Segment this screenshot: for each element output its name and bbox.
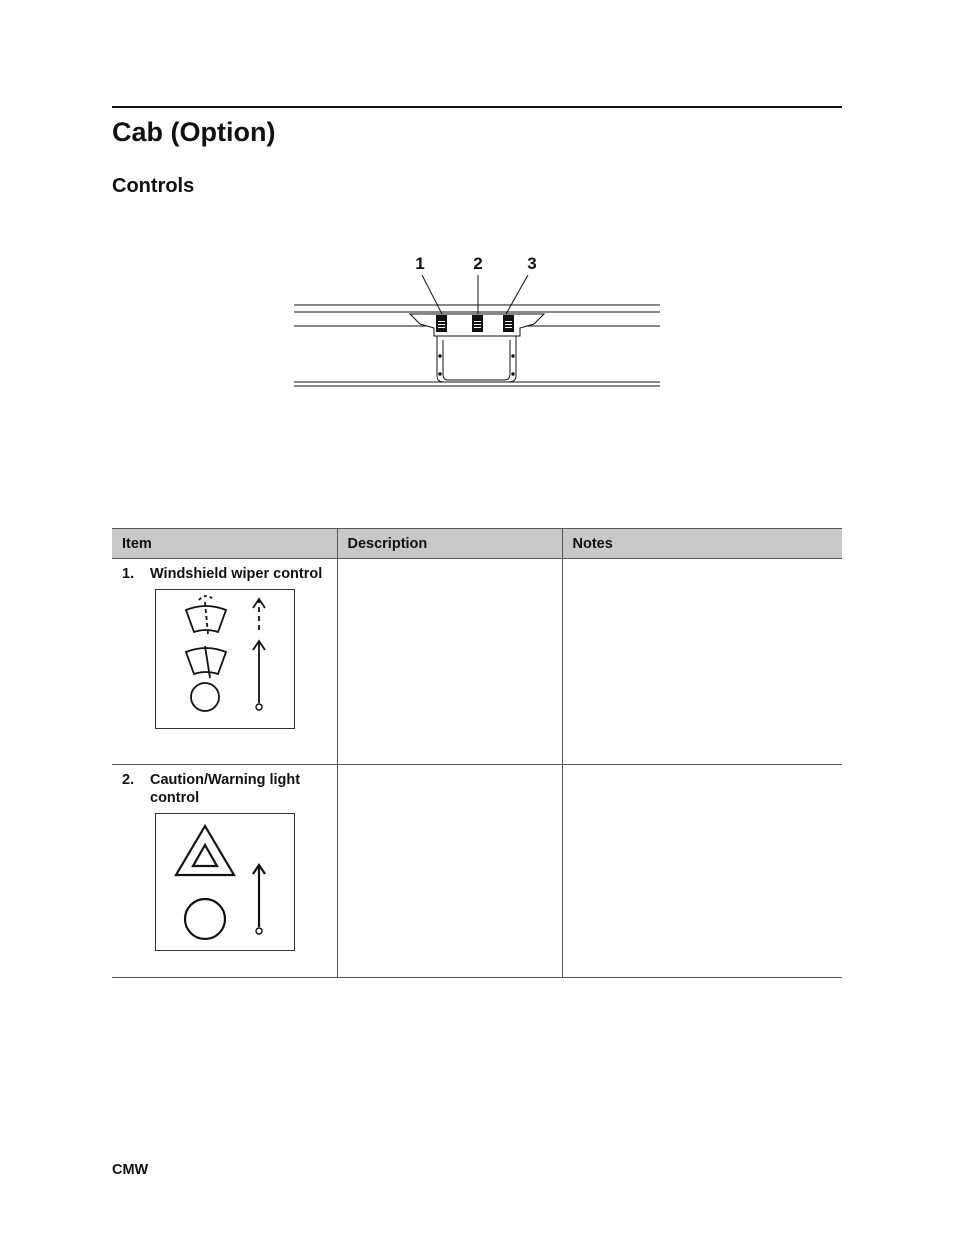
description-cell [337,765,562,978]
section-title: Controls [112,175,195,197]
header-rule [112,106,842,108]
cab-console-illustration [294,248,662,390]
item-number: 1. [122,566,135,582]
col-notes: Notes [562,529,842,559]
item-label: Caution/Warning light control [150,772,301,806]
item-cell [112,765,337,978]
callout-2: 2 [473,254,483,273]
table-row [112,765,842,978]
wiper-switch-symbol [155,589,295,729]
item-number: 2. [122,772,135,788]
cab-controls-diagram [294,248,662,390]
col-description: Description [337,529,562,559]
notes-cell [562,559,842,765]
controls-table [112,528,842,978]
hazard-switch-icon [156,814,294,950]
description-cell [337,559,562,765]
callout-1: 1 [415,254,425,273]
notes-cell [562,765,842,978]
item-label: Windshield wiper control [150,566,323,582]
page-title: Cab (Option) [112,117,276,147]
table-header-row [112,529,842,559]
hazard-switch-symbol [155,813,295,951]
item-cell [112,559,337,765]
table-row [112,559,842,765]
wiper-switch-icon [156,590,294,728]
callout-3: 3 [527,254,537,273]
col-item: Item [112,529,337,559]
page-footer: CMW [112,1162,149,1178]
